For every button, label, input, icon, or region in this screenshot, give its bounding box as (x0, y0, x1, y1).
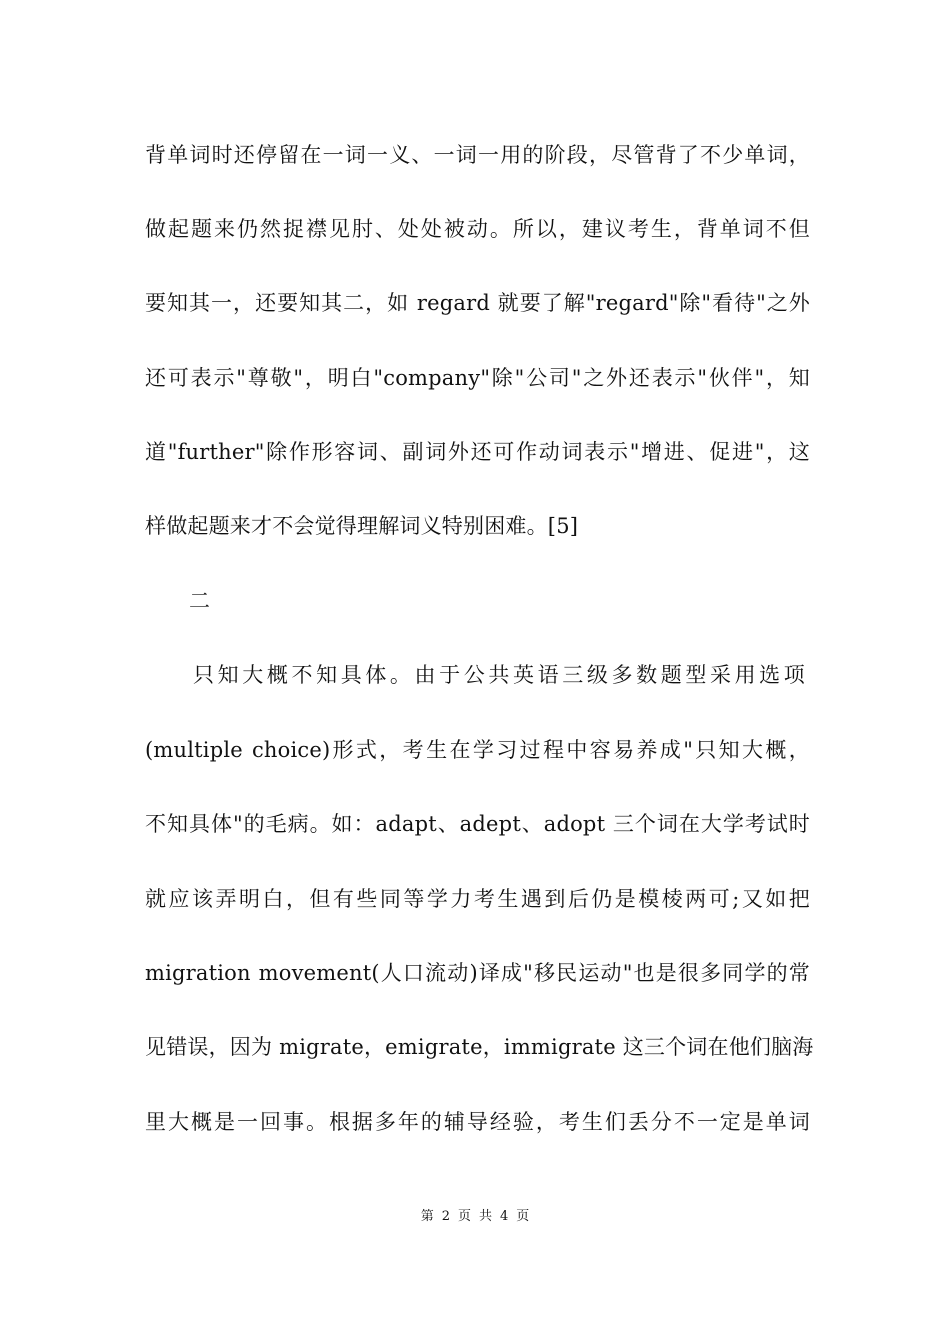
paragraph-line: 就应该弄明白，但有些同等学力考生遇到后仍是模棱两可;又如把 (145, 887, 810, 911)
paragraph-line: 不知具体"的毛病。如：adapt、adept、adopt 三个词在大学考试时 (145, 812, 810, 836)
paragraph-line: 只知大概不知具体。由于公共英语三级多数题型采用选项 (193, 663, 805, 687)
paragraph-line: 见错误，因为 migrate，emigrate，immigrate 这三个词在他们脑海 (145, 1035, 814, 1059)
paragraph-line: 还可表示"尊敬"，明白"company"除"公司"之外还表示"伙伴"，知 (145, 366, 810, 390)
paragraph-line: 里大概是一回事。根据多年的辅导经验，考生们丢分不一定是单词 (145, 1110, 810, 1134)
footer-total-pages: 4 (500, 1209, 509, 1224)
paragraph-line: 道"further"除作形容词、副词外还可作动词表示"增进、促进"，这 (145, 440, 810, 464)
paragraph-line: migration movement(人口流动)译成"移民运动"也是很多同学的常 (145, 961, 810, 985)
paragraph-line: 背单词时还停留在一词一义、一词一用的阶段，尽管背了不少单词， (145, 143, 810, 167)
footer-suffix: 页 (516, 1209, 530, 1224)
paragraph-line: 要知其一，还要知其二，如 regard 就要了解"regard"除"看待"之外 (145, 291, 810, 315)
footer-prefix: 第 (420, 1209, 434, 1224)
paragraph-line: (multiple choice)形式，考生在学习过程中容易养成"只知大概， (145, 738, 810, 762)
page-footer (0, 1208, 950, 1226)
footer-page-number: 2 (441, 1209, 450, 1224)
footer-total-label: 共 (479, 1209, 493, 1224)
section-heading: 二 (189, 589, 211, 613)
paragraph-line: 样做起题来才不会觉得理解词义特别困难。[5] (145, 514, 579, 538)
footer-page-label: 页 (457, 1209, 471, 1224)
paragraph-line: 做起题来仍然捉襟见肘、处处被动。所以，建议考生，背单词不但 (145, 217, 810, 241)
